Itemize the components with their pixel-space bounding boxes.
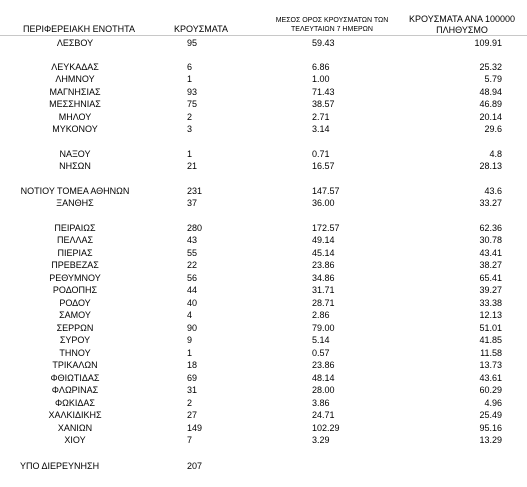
header-avg-line2: ΤΕΛΕΥΤΑΙΩΝ 7 ΗΜΕΡΩΝ <box>291 26 373 33</box>
table-row <box>0 37 527 50</box>
cell-per100k: 48.94 <box>479 87 502 97</box>
table-row <box>0 98 527 111</box>
cell-cases: 95 <box>187 38 198 48</box>
cell-region: ΛΕΣΒΟΥ <box>56 38 94 48</box>
cell-cases: 4 <box>187 310 193 320</box>
cell-region: ΣΥΡΟΥ <box>59 335 91 345</box>
header-per100k-line1: ΚΡΟΥΣΜΑΤΑ ΑΝΑ 100000 <box>409 14 515 24</box>
header-per100k-line2: ΠΛΗΘΥΣΜΟ <box>436 25 488 35</box>
cell-per100k: 30.78 <box>479 235 502 245</box>
cell-region: ΛΗΜΝΟΥ <box>55 74 95 84</box>
cell-avg: 3.14 <box>312 124 330 134</box>
table-row <box>0 284 527 297</box>
cell-region: ΧΑΛΚΙΔΙΚΗΣ <box>48 410 102 420</box>
cell-per100k: 39.27 <box>479 285 502 295</box>
cell-avg: 102.29 <box>312 423 340 433</box>
cell-per100k: 51.01 <box>479 323 502 333</box>
cell-avg: 1.00 <box>312 74 330 84</box>
cell-region: ΛΕΥΚΑΔΑΣ <box>51 62 99 72</box>
cell-avg: 0.57 <box>312 348 330 358</box>
cell-per100k: 4.96 <box>484 398 502 408</box>
table-row <box>0 123 527 136</box>
cell-cases: 280 <box>187 223 203 233</box>
cell-per100k: 4.8 <box>489 149 502 159</box>
cell-cases: 1 <box>187 149 193 159</box>
cell-avg: 49.14 <box>312 235 335 245</box>
cell-per100k: 95.16 <box>479 423 502 433</box>
footer-label: ΥΠΟ ΔΙΕΡΕΥΝΗΣΗ <box>20 461 100 471</box>
cell-cases: 55 <box>187 248 198 258</box>
cell-per100k: 25.49 <box>479 410 502 420</box>
cell-per100k: 60.29 <box>479 385 502 395</box>
cell-per100k: 33.27 <box>479 198 502 208</box>
cell-region: ΠΙΕΡΙΑΣ <box>57 248 93 258</box>
cell-avg: 6.86 <box>312 62 330 72</box>
cell-cases: 3 <box>187 124 193 134</box>
header-rule <box>0 35 527 36</box>
header-avg <box>262 16 402 34</box>
cell-cases: 37 <box>187 198 198 208</box>
cell-cases: 93 <box>187 87 198 97</box>
cell-cases: 1 <box>187 74 193 84</box>
cell-cases: 31 <box>187 385 198 395</box>
cell-avg: 23.86 <box>312 260 335 270</box>
cell-avg: 2.86 <box>312 310 330 320</box>
cell-avg: 172.57 <box>312 223 340 233</box>
table-row <box>0 73 527 86</box>
cell-per100k: 33.38 <box>479 298 502 308</box>
cell-per100k: 62.36 <box>479 223 502 233</box>
table-row <box>0 309 527 322</box>
cell-region: ΣΑΜΟΥ <box>59 310 91 320</box>
cell-avg: 48.14 <box>312 373 335 383</box>
cell-avg: 79.00 <box>312 323 335 333</box>
cell-per100k: 25.32 <box>479 62 502 72</box>
cell-avg: 5.14 <box>312 335 330 345</box>
cell-region: ΦΩΚΙΔΑΣ <box>55 398 95 408</box>
cell-cases: 18 <box>187 360 198 370</box>
cell-cases: 44 <box>187 285 198 295</box>
cell-per100k: 43.41 <box>479 248 502 258</box>
cell-region: ΜΕΣΣΗΝΙΑΣ <box>49 99 101 109</box>
cell-region: ΧΑΝΙΩΝ <box>57 423 93 433</box>
table-row <box>0 259 527 272</box>
footer-cases: 207 <box>187 461 203 471</box>
cell-region: ΝΑΞΟΥ <box>59 149 91 159</box>
cell-region: ΦΘΙΩΤΙΔΑΣ <box>50 373 100 383</box>
cell-cases: 7 <box>187 435 193 445</box>
cell-cases: 6 <box>187 62 193 72</box>
cell-avg: 0.71 <box>312 149 330 159</box>
cell-region: ΤΗΝΟΥ <box>59 348 91 358</box>
table-row <box>0 234 527 247</box>
cell-per100k: 5.79 <box>484 74 502 84</box>
cell-region: ΝΟΤΙΟΥ ΤΟΜΕΑ ΑΘΗΝΩΝ <box>20 186 130 196</box>
cell-avg: 23.86 <box>312 360 335 370</box>
cell-per100k: 20.14 <box>479 112 502 122</box>
footer-row <box>0 460 527 473</box>
cell-region: ΡΕΘΥΜΝΟΥ <box>49 273 101 283</box>
cell-avg: 36.00 <box>312 198 335 208</box>
cell-per100k: 28.13 <box>479 161 502 171</box>
table-row <box>0 359 527 372</box>
cell-per100k: 12.13 <box>479 310 502 320</box>
cell-avg: 71.43 <box>312 87 335 97</box>
cell-avg: 24.71 <box>312 410 335 420</box>
cell-region: ΦΛΩΡΙΝΑΣ <box>51 385 99 395</box>
cell-avg: 45.14 <box>312 248 335 258</box>
cell-per100k: 13.29 <box>479 435 502 445</box>
cell-avg: 28.71 <box>312 298 335 308</box>
cell-region: ΡΟΔΟΠΗΣ <box>52 285 98 295</box>
cell-avg: 147.57 <box>312 186 340 196</box>
cell-per100k: 43.61 <box>479 373 502 383</box>
cell-cases: 69 <box>187 373 198 383</box>
cell-cases: 2 <box>187 398 193 408</box>
cell-region: ΜΗΛΟΥ <box>58 112 92 122</box>
cell-region: ΜΑΓΝΗΣΙΑΣ <box>49 87 101 97</box>
table-row <box>0 160 527 173</box>
cell-per100k: 38.27 <box>479 260 502 270</box>
cell-per100k: 13.73 <box>479 360 502 370</box>
cell-cases: 149 <box>187 423 203 433</box>
cell-per100k: 46.89 <box>479 99 502 109</box>
cell-avg: 38.57 <box>312 99 335 109</box>
cell-region: ΜΥΚΟΝΟΥ <box>52 124 98 134</box>
cell-cases: 56 <box>187 273 198 283</box>
cell-cases: 231 <box>187 186 203 196</box>
cell-avg: 34.86 <box>312 273 335 283</box>
table-row <box>0 197 527 210</box>
table-row <box>0 334 527 347</box>
cell-region: ΤΡΙΚΑΛΩΝ <box>52 360 98 370</box>
cell-cases: 75 <box>187 99 198 109</box>
cell-region: ΧΙΟΥ <box>64 435 86 445</box>
cell-avg: 31.71 <box>312 285 335 295</box>
cell-per100k: 43.6 <box>484 186 502 196</box>
cell-per100k: 65.41 <box>479 273 502 283</box>
cell-cases: 27 <box>187 410 198 420</box>
cell-cases: 22 <box>187 260 198 270</box>
cell-per100k: 109.91 <box>474 38 502 48</box>
cell-cases: 9 <box>187 335 193 345</box>
cell-cases: 40 <box>187 298 198 308</box>
header-avg-line1: ΜΕΣΟΣ ΟΡΟΣ ΚΡΟΥΣΜΑΤΩΝ ΤΩΝ <box>275 17 389 24</box>
cell-per100k: 29.6 <box>484 124 502 134</box>
cell-per100k: 11.58 <box>480 348 502 358</box>
cell-region: ΝΗΣΩΝ <box>59 161 91 171</box>
header-cases: ΚΡΟΥΣΜΑΤΑ <box>174 24 228 34</box>
cell-per100k: 41.85 <box>479 335 502 345</box>
header-per100k <box>404 14 520 36</box>
cell-region: ΡΟΔΟΥ <box>59 298 91 308</box>
cell-avg: 28.00 <box>312 385 335 395</box>
cell-avg: 59.43 <box>312 38 335 48</box>
cell-avg: 3.29 <box>312 435 330 445</box>
header-region: ΠΕΡΙΦΕΡΕΙΑΚΗ ΕΝΟΤΗΤΑ <box>22 24 136 34</box>
cell-avg: 3.86 <box>312 398 330 408</box>
table-row <box>0 409 527 422</box>
cell-avg: 16.57 <box>312 161 335 171</box>
cell-region: ΠΡΕΒΕΖΑΣ <box>51 260 99 270</box>
cell-region: ΠΕΛΛΑΣ <box>56 235 94 245</box>
cell-cases: 2 <box>187 112 193 122</box>
cell-region: ΞΑΝΘΗΣ <box>56 198 94 208</box>
cell-avg: 2.71 <box>312 112 330 122</box>
cell-cases: 43 <box>187 235 198 245</box>
cell-cases: 90 <box>187 323 198 333</box>
cell-region: ΣΕΡΡΩΝ <box>56 323 94 333</box>
cell-region: ΠΕΙΡΑΙΩΣ <box>54 223 96 233</box>
cell-cases: 1 <box>187 348 193 358</box>
cell-cases: 21 <box>187 161 198 171</box>
table-row <box>0 434 527 447</box>
table-row <box>0 384 527 397</box>
